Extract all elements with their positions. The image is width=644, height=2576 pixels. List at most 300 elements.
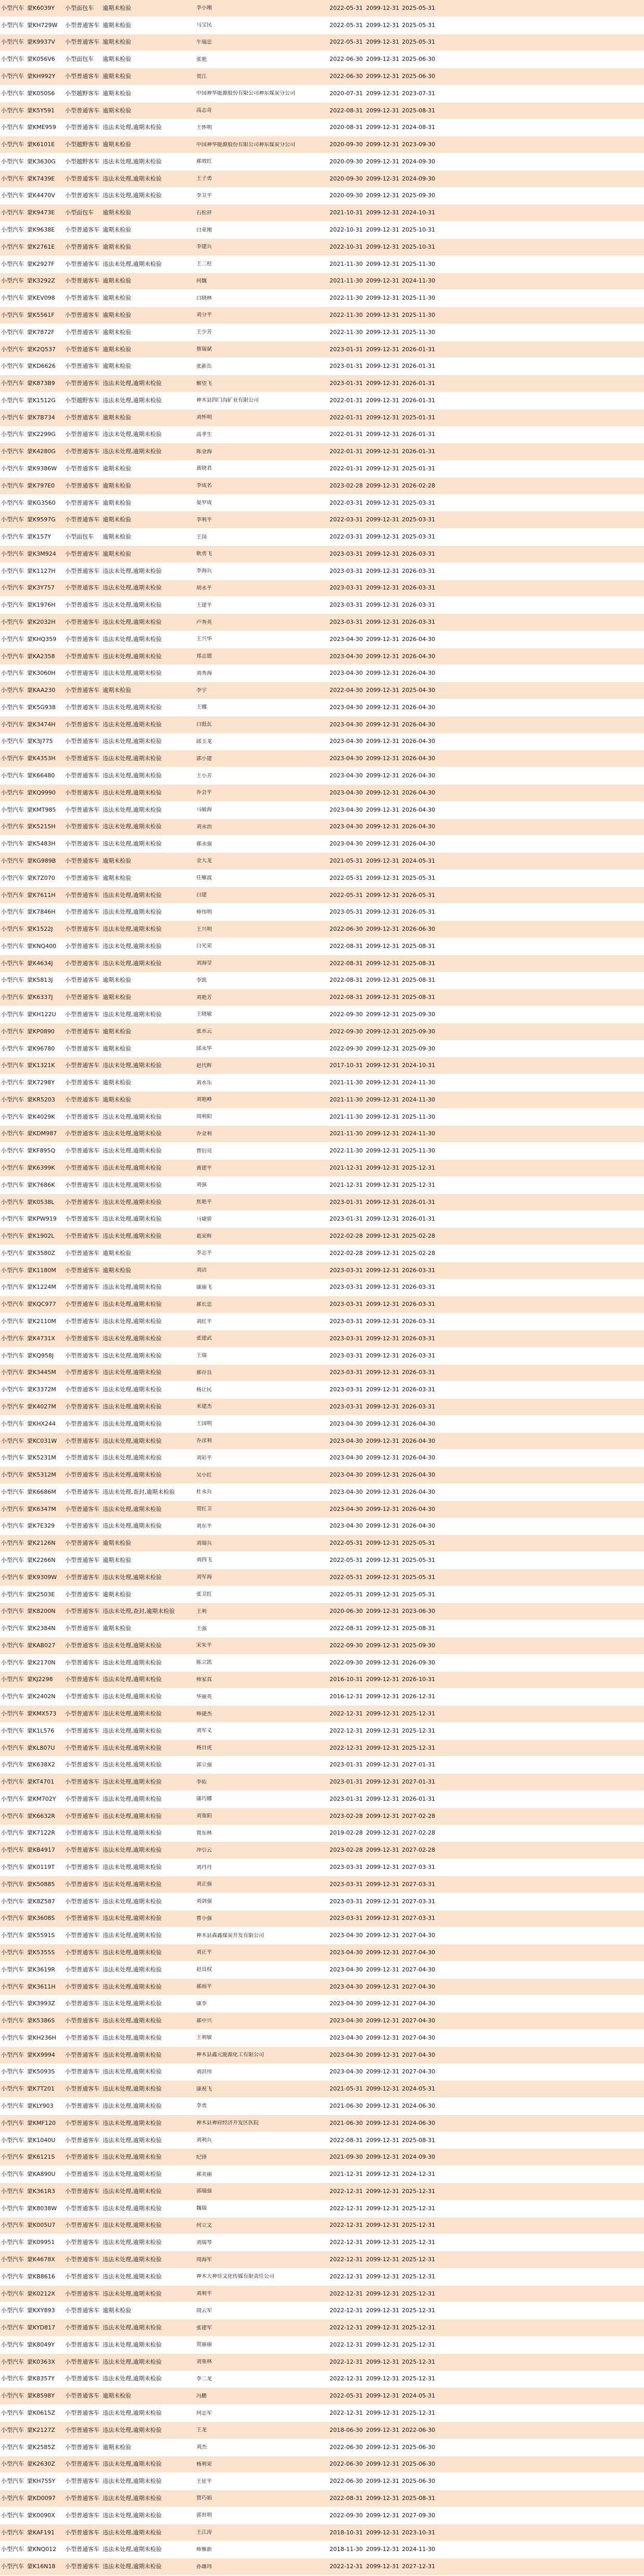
table-cell-model: 小型普通客车 — [65, 1062, 99, 1069]
table-cell-type: 小型汽车 — [1, 670, 24, 677]
table-row — [0, 188, 644, 205]
table-cell-contact: 米建杰 — [196, 1404, 212, 1410]
table-cell-status: 违法未处理,逾期未检验 — [103, 1727, 162, 1734]
table-cell-plate: 蒙KYD817 — [27, 2324, 56, 2331]
table-row — [0, 136, 644, 153]
table-cell-model: 小型普通客车 — [65, 584, 99, 592]
table-cell-contact: 张卫红 — [196, 1592, 212, 1598]
table-cell-plate: 蒙KA890U — [27, 2171, 56, 2178]
table-cell-valid-until: 2099-12-31 — [366, 1778, 399, 1786]
table-cell-type: 小型汽车 — [1, 823, 24, 830]
table-cell-plate: 蒙KEV098 — [27, 294, 55, 302]
table-row — [0, 2218, 644, 2235]
table-cell-model: 小型普通客车 — [65, 39, 99, 46]
table-cell-status: 违法未处理,逾期未检验 — [103, 1010, 162, 1018]
table-cell-model: 小型普通客车 — [65, 1710, 99, 1718]
table-cell-status: 违法未处理,逾期未检验 — [103, 2187, 162, 2195]
table-cell-status: 违法未处理,逾期未检验 — [103, 738, 162, 745]
table-cell-valid-until: 2099-12-31 — [366, 2017, 399, 2024]
table-cell-valid-until: 2099-12-31 — [366, 891, 399, 899]
table-cell-type: 小型汽车 — [1, 1744, 24, 1751]
table-cell-valid-until: 2099-12-31 — [366, 226, 399, 234]
table-cell-contact: 王娜 — [196, 704, 207, 711]
table-cell-type: 小型汽车 — [1, 1522, 24, 1530]
table-cell-status: 逾期未检验 — [103, 311, 131, 318]
table-cell-status: 违法未处理,逾期未检验 — [103, 1335, 162, 1342]
table-cell-valid-until: 2099-12-31 — [366, 1488, 399, 1495]
table-cell-due-date: 2025-11-30 — [402, 328, 435, 336]
table-cell-due-date: 2026-04-30 — [402, 721, 435, 728]
table-cell-check-date: 2023-03-31 — [330, 1284, 363, 1291]
table-row — [0, 2183, 644, 2200]
table-cell-due-date: 2026-04-30 — [402, 652, 435, 660]
table-cell-due-date: 2026-12-31 — [402, 1693, 435, 1700]
table-cell-due-date: 2024-06-30 — [402, 2102, 435, 2109]
table-cell-model: 小型普通客车 — [65, 1249, 99, 1257]
table-cell-type: 小型汽车 — [1, 124, 24, 131]
table-cell-contact: 郭瑞强 — [196, 2188, 212, 2195]
table-cell-model: 小型普通客车 — [65, 516, 99, 523]
table-cell-model: 小型普通客车 — [65, 2290, 99, 2297]
table-cell-model: 小型普通客车 — [65, 1795, 99, 1802]
table-cell-due-date: 2025-11-30 — [402, 311, 435, 318]
table-cell-check-date: 2023-04-30 — [330, 789, 363, 796]
table-cell-plate: 蒙K09951 — [27, 2239, 55, 2246]
table-cell-check-date: 2021-05-31 — [330, 2085, 363, 2093]
table-cell-type: 小型汽车 — [1, 2102, 24, 2109]
table-cell-model: 小型越野客车 — [65, 141, 99, 148]
table-cell-type: 小型汽车 — [1, 1045, 24, 1052]
table-cell-due-date: 2025-06-30 — [402, 56, 435, 63]
table-cell-model: 小型普通客车 — [65, 874, 99, 881]
table-cell-due-date: 2027-04-30 — [402, 2017, 435, 2024]
table-cell-plate: 蒙K6337J — [27, 994, 53, 1001]
table-cell-plate: 蒙K5Y591 — [27, 107, 55, 114]
table-row — [0, 1501, 644, 1518]
table-cell-due-date: 2026-04-30 — [402, 1505, 435, 1513]
table-cell-due-date: 2026-04-30 — [402, 1471, 435, 1479]
table-cell-model: 小型普通客车 — [65, 328, 99, 336]
table-cell-contact: 刘永治 — [196, 824, 212, 830]
table-cell-plate: 蒙K1522J — [27, 926, 53, 933]
table-cell-status: 逾期未检验 — [103, 1249, 131, 1257]
table-row — [0, 1944, 644, 1962]
table-cell-type: 小型汽车 — [1, 533, 24, 541]
table-cell-contact: 王利敏 — [196, 2035, 212, 2041]
table-cell-type: 小型汽车 — [1, 1113, 24, 1120]
table-cell-status: 逾期未检验 — [103, 533, 131, 541]
table-row — [0, 511, 644, 529]
table-cell-check-date: 2022-12-31 — [330, 2358, 363, 2365]
table-cell-check-date: 2022-04-30 — [330, 687, 363, 694]
table-cell-plate: 蒙K7B734 — [27, 414, 55, 421]
table-cell-status: 违法未处理,逾期未检验 — [103, 1113, 162, 1120]
table-cell-valid-until: 2099-12-31 — [366, 2222, 399, 2229]
table-row — [0, 68, 644, 85]
table-cell-check-date: 2022-09-30 — [330, 1659, 363, 1666]
table-cell-contact: 李海兵 — [196, 568, 212, 574]
table-cell-plate: 蒙KH236H — [27, 2034, 56, 2041]
table-cell-due-date: 2025-05-31 — [402, 1573, 435, 1581]
table-cell-check-date: 2021-11-30 — [330, 1079, 363, 1086]
table-cell-check-date: 2022-12-31 — [330, 2341, 363, 2348]
table-cell-valid-until: 2099-12-31 — [366, 1795, 399, 1802]
table-cell-model: 小型普通客车 — [65, 2085, 99, 2093]
table-cell-due-date: 2025-02-28 — [402, 1233, 435, 1240]
table-cell-plate: 蒙K9937V — [27, 39, 55, 46]
table-cell-due-date: 2026-04-30 — [402, 806, 435, 813]
table-cell-check-date: 2022-12-31 — [330, 1744, 363, 1751]
table-cell-type: 小型汽车 — [1, 2460, 24, 2468]
table-cell-status: 违法未处理,逾期未检验 — [103, 1761, 162, 1768]
table-cell-check-date: 2022-01-31 — [330, 465, 363, 472]
table-cell-contact: 贾巧娟 — [196, 2495, 212, 2502]
table-cell-due-date: 2025-05-31 — [402, 39, 435, 46]
table-cell-model: 小型普通客车 — [65, 465, 99, 472]
table-cell-valid-until: 2099-12-31 — [366, 1540, 399, 1547]
table-cell-contact: 牛瑞忠 — [196, 39, 212, 45]
table-cell-check-date: 2022-12-31 — [330, 2205, 363, 2212]
table-cell-check-date: 2022-12-31 — [330, 2410, 363, 2417]
table-cell-status: 逾期未检验 — [103, 516, 131, 523]
table-cell-plate: 蒙K7611H — [27, 891, 56, 899]
table-cell-valid-until: 2099-12-31 — [366, 260, 399, 267]
table-cell-status: 违法未处理,逾期未检验 — [103, 721, 162, 728]
table-cell-plate: 蒙K2032H — [27, 619, 56, 626]
table-cell-check-date: 2023-04-30 — [330, 635, 363, 643]
table-cell-due-date: 2026-01-31 — [402, 396, 435, 404]
table-cell-valid-until: 2099-12-31 — [366, 533, 399, 541]
table-cell-due-date: 2023-09-30 — [402, 141, 435, 148]
table-cell-status: 违法未处理,查封,逾期未检验 — [103, 1608, 175, 1615]
table-cell-status: 违法未处理,逾期未检验 — [103, 584, 162, 592]
table-cell-model: 小型普通客车 — [65, 670, 99, 677]
table-cell-contact: 刘怀明 — [196, 415, 212, 421]
table-cell-valid-until: 2099-12-31 — [366, 345, 399, 353]
table-cell-check-date: 2022-05-31 — [330, 1556, 363, 1563]
table-cell-model: 小型普通客车 — [65, 1335, 99, 1342]
table-cell-status: 逾期未检验 — [103, 550, 131, 557]
table-cell-valid-until: 2099-12-31 — [366, 755, 399, 762]
table-cell-status: 违法未处理,逾期未检验 — [103, 1949, 162, 1956]
table-row — [0, 2166, 644, 2183]
table-cell-valid-until: 2099-12-31 — [366, 550, 399, 557]
table-cell-status: 违法未处理,逾期未检验 — [103, 1915, 162, 1922]
table-cell-check-date: 2023-04-30 — [330, 703, 363, 711]
table-cell-plate: 蒙KH122U — [27, 1010, 56, 1018]
table-cell-type: 小型汽车 — [1, 465, 24, 472]
table-cell-type: 小型汽车 — [1, 294, 24, 302]
table-row — [0, 204, 644, 222]
table-cell-plate: 蒙K7686K — [27, 1181, 55, 1188]
table-cell-model: 小型普通客车 — [65, 482, 99, 489]
table-cell-type: 小型汽车 — [1, 908, 24, 916]
table-cell-type: 小型汽车 — [1, 1079, 24, 1086]
table-cell-plate: 蒙K4027M — [27, 1403, 56, 1410]
table-cell-check-date: 2023-02-28 — [330, 1847, 363, 1854]
table-cell-due-date: 2024-11-30 — [402, 1079, 435, 1086]
table-cell-plate: 蒙K056V6 — [27, 56, 55, 63]
table-cell-type: 小型汽车 — [1, 21, 24, 29]
table-cell-valid-until: 2099-12-31 — [366, 806, 399, 813]
table-cell-valid-until: 2099-12-31 — [366, 1079, 399, 1086]
table-cell-due-date: 2022-06-30 — [402, 2426, 435, 2433]
table-cell-model: 小型普通客车 — [65, 619, 99, 626]
table-cell-status: 违法未处理,逾期未检验 — [103, 2358, 162, 2365]
table-cell-check-date: 2022-08-31 — [330, 1625, 363, 1632]
table-row — [0, 0, 644, 17]
table-row — [0, 1279, 644, 1297]
table-cell-status: 违法未处理,逾期未检验 — [103, 772, 162, 779]
table-cell-check-date: 2023-01-31 — [330, 1215, 363, 1223]
table-cell-status: 违法未处理,逾期未检验 — [103, 124, 162, 131]
table-cell-contact: 王子勇 — [196, 176, 212, 182]
table-cell-valid-until: 2099-12-31 — [366, 89, 399, 97]
table-cell-type: 小型汽车 — [1, 721, 24, 728]
table-cell-due-date: 2025-12-31 — [402, 2410, 435, 2417]
table-cell-plate: 蒙K16N18 — [27, 2563, 56, 2570]
table-cell-status: 违法未处理,逾期未检验 — [103, 1164, 162, 1172]
table-cell-model: 小型普通客车 — [65, 107, 99, 114]
table-cell-type: 小型汽车 — [1, 431, 24, 438]
table-cell-valid-until: 2099-12-31 — [366, 874, 399, 881]
table-row — [0, 1057, 644, 1074]
table-cell-contact: 何魏 — [196, 278, 207, 284]
table-cell-type: 小型汽车 — [1, 2426, 24, 2433]
table-cell-check-date: 2023-01-31 — [330, 1778, 363, 1786]
table-cell-type: 小型汽车 — [1, 1864, 24, 1871]
table-cell-model: 小型普通客车 — [65, 2222, 99, 2229]
table-cell-type: 小型汽车 — [1, 1710, 24, 1718]
table-cell-plate: 蒙K8200N — [27, 1608, 56, 1615]
table-row — [0, 1672, 644, 1689]
table-cell-type: 小型汽车 — [1, 2546, 24, 2553]
table-cell-contact: 邱永华 — [196, 1046, 212, 1052]
table-cell-type: 小型汽车 — [1, 2239, 24, 2246]
table-cell-plate: 蒙K9309W — [27, 1573, 57, 1581]
table-cell-contact: 解望飞 — [196, 380, 212, 387]
table-row — [0, 2149, 644, 2166]
table-cell-plate: 蒙KAA230 — [27, 687, 56, 694]
table-cell-plate: 蒙K3060H — [27, 670, 56, 677]
table-cell-plate: 蒙K3292Z — [27, 277, 55, 285]
table-cell-status: 违法未处理,逾期未检验 — [103, 1403, 162, 1410]
table-cell-type: 小型汽车 — [1, 1233, 24, 1240]
table-cell-model: 小型普通客车 — [65, 1471, 99, 1479]
table-cell-status: 违法未处理,逾期未检验 — [103, 601, 162, 609]
table-cell-due-date: 2025-01-31 — [402, 465, 435, 472]
table-cell-contact: 刘丹丹 — [196, 1864, 212, 1870]
table-row — [0, 1655, 644, 1672]
table-cell-type: 小型汽车 — [1, 2563, 24, 2570]
table-cell-contact: 刘东平 — [196, 1523, 212, 1529]
table-cell-valid-until: 2099-12-31 — [366, 2034, 399, 2041]
table-cell-contact: 耿勇飞 — [196, 551, 212, 557]
table-cell-status: 违法未处理,逾期未检验 — [103, 1898, 162, 1905]
table-cell-plate: 蒙KLY903 — [27, 2102, 54, 2109]
table-cell-due-date: 2026-03-31 — [402, 550, 435, 557]
table-cell-plate: 蒙K1180M — [27, 1266, 56, 1274]
table-cell-valid-until: 2099-12-31 — [366, 311, 399, 318]
table-cell-due-date: 2027-03-31 — [402, 1880, 435, 1888]
table-cell-plate: 蒙K8598Y — [27, 2392, 55, 2400]
table-cell-check-date: 2018-11-30 — [330, 2546, 363, 2553]
table-cell-contact: 卢秀英 — [196, 619, 212, 625]
table-cell-plate: 蒙KXY893 — [27, 2307, 55, 2314]
table-cell-plate: 蒙KNQ400 — [27, 942, 57, 950]
table-cell-contact: 高志奇 — [196, 108, 212, 114]
table-cell-contact: 刘剑强 — [196, 1899, 212, 1905]
table-cell-type: 小型汽车 — [1, 1573, 24, 1581]
table-cell-valid-until: 2099-12-31 — [366, 2205, 399, 2212]
table-cell-due-date: 2026-03-31 — [402, 1403, 435, 1410]
table-cell-model: 小型普通客车 — [65, 2307, 99, 2314]
table-row — [0, 1535, 644, 1552]
table-cell-model: 小型普通客车 — [65, 311, 99, 318]
table-cell-status: 违法未处理,逾期未检验 — [103, 1352, 162, 1359]
table-cell-check-date: 2019-02-28 — [330, 1829, 363, 1837]
table-cell-due-date: 2025-09-30 — [402, 1045, 435, 1052]
table-cell-plate: 蒙K7872F — [27, 328, 55, 336]
table-cell-type: 小型汽车 — [1, 2529, 24, 2536]
table-cell-valid-until: 2099-12-31 — [366, 840, 399, 848]
table-cell-contact: 王兴明 — [196, 926, 212, 932]
table-row — [0, 2081, 644, 2098]
table-row — [0, 1911, 644, 1928]
table-cell-check-date: 2022-06-30 — [330, 2478, 363, 2485]
table-cell-model: 小型普通客车 — [65, 1164, 99, 1172]
table-cell-plate: 蒙KG3560 — [27, 499, 56, 506]
table-cell-due-date: 2025-09-30 — [402, 192, 435, 199]
table-cell-status: 违法未处理,逾期未检验 — [103, 2068, 162, 2075]
table-cell-due-date: 2025-03-31 — [402, 499, 435, 506]
table-cell-status: 逾期未检验 — [103, 4, 131, 11]
table-cell-due-date: 2025-05-31 — [402, 1540, 435, 1547]
table-cell-contact: 王晓敏 — [196, 1011, 212, 1018]
table-cell-due-date: 2026-04-30 — [402, 1420, 435, 1427]
table-cell-valid-until: 2099-12-31 — [366, 2290, 399, 2297]
table-cell-check-date: 2022-05-31 — [330, 1591, 363, 1598]
table-row — [0, 1706, 644, 1723]
table-cell-status: 违法未处理,逾期未检验 — [103, 2324, 162, 2331]
table-cell-contact: 师雅新 — [196, 2546, 212, 2553]
table-cell-plate: 蒙K3993Z — [27, 2000, 55, 2007]
table-cell-type: 小型汽车 — [1, 2256, 24, 2263]
table-cell-check-date: 2022-05-31 — [330, 2392, 363, 2400]
table-cell-model: 小型普通客车 — [65, 1573, 99, 1581]
table-cell-type: 小型汽车 — [1, 1488, 24, 1495]
table-cell-check-date: 2023-04-30 — [330, 2000, 363, 2007]
table-cell-model: 小型普通客车 — [65, 2034, 99, 2041]
table-cell-due-date: 2025-11-30 — [402, 1113, 435, 1120]
table-cell-check-date: 2020-09-30 — [330, 175, 363, 182]
table-cell-plate: 蒙K7439E — [27, 175, 55, 182]
table-cell-check-date: 2023-04-30 — [330, 755, 363, 762]
table-cell-check-date: 2020-06-30 — [330, 1608, 363, 1615]
table-cell-plate: 蒙K5561F — [27, 311, 55, 318]
table-cell-model: 小型普通客车 — [65, 363, 99, 370]
table-cell-type: 小型汽车 — [1, 601, 24, 609]
table-cell-type: 小型汽车 — [1, 1284, 24, 1291]
table-row — [0, 2507, 644, 2524]
table-cell-type: 小型汽车 — [1, 2187, 24, 2195]
table-cell-type: 小型汽车 — [1, 703, 24, 711]
table-cell-contact: 李凯 — [196, 977, 207, 983]
table-cell-contact: 刘军义 — [196, 1728, 212, 1734]
table-cell-valid-until: 2099-12-31 — [366, 1471, 399, 1479]
table-cell-status: 逾期未检验 — [103, 2443, 131, 2451]
table-cell-plate: 蒙K2384N — [27, 1625, 56, 1632]
table-cell-contact: 白光荣 — [196, 943, 212, 950]
table-cell-contact: 杨自虎 — [196, 1745, 212, 1751]
table-cell-check-date: 2021-11-30 — [330, 1130, 363, 1137]
table-cell-status: 违法未处理,逾期未检验 — [103, 959, 162, 967]
table-cell-plate: 蒙K3580Z — [27, 1249, 55, 1257]
table-cell-plate: 蒙K2761E — [27, 243, 55, 250]
table-cell-status: 违法未处理,逾期未检验 — [103, 789, 162, 796]
table-cell-type: 小型汽车 — [1, 891, 24, 899]
table-cell-check-date: 2023-04-30 — [330, 840, 363, 848]
table-cell-check-date: 2023-03-31 — [330, 1318, 363, 1325]
table-cell-contact: 李卫平 — [196, 193, 212, 199]
table-cell-contact: 刘艳峰 — [196, 1097, 212, 1103]
table-row — [0, 836, 644, 853]
table-cell-contact: 刘红平 — [196, 1318, 212, 1325]
table-cell-valid-until: 2099-12-31 — [366, 2051, 399, 2058]
table-cell-contact: 曹小强 — [196, 1915, 212, 1921]
table-cell-plate: 蒙K3J775 — [27, 738, 53, 745]
table-cell-check-date: 2022-11-30 — [330, 328, 363, 336]
table-cell-model: 小型普通客车 — [65, 772, 99, 779]
table-cell-contact: 刘利兵 — [196, 2137, 212, 2144]
table-cell-model: 小型普通客车 — [65, 2119, 99, 2126]
table-row — [0, 239, 644, 256]
table-cell-type: 小型汽车 — [1, 1727, 24, 1734]
table-cell-type: 小型汽车 — [1, 277, 24, 285]
table-cell-model: 小型普通客车 — [65, 1949, 99, 1956]
table-cell-plate: 蒙K7298Y — [27, 1079, 55, 1086]
table-cell-contact: 刘瑞兵 — [196, 1540, 212, 1546]
table-cell-contact: 刘洪伟 — [196, 2069, 212, 2075]
table-cell-model: 小型普通客车 — [65, 2511, 99, 2519]
table-cell-status: 逾期未检验 — [103, 857, 131, 864]
table-cell-type: 小型汽车 — [1, 2136, 24, 2144]
table-cell-check-date: 2023-03-31 — [330, 619, 363, 626]
table-cell-plate: 蒙K1321K — [27, 1062, 55, 1069]
table-row — [0, 1330, 644, 1348]
table-cell-contact: 郑志德 — [196, 653, 212, 660]
table-cell-contact: 刘正强 — [196, 1881, 212, 1888]
table-cell-model: 小型普通客车 — [65, 260, 99, 267]
table-cell-status: 违法未处理,逾期未检验 — [103, 908, 162, 916]
table-cell-model: 小型普通客车 — [65, 1829, 99, 1837]
table-cell-type: 小型汽车 — [1, 1608, 24, 1615]
table-cell-type: 小型汽车 — [1, 1966, 24, 1973]
table-cell-valid-until: 2099-12-31 — [366, 2273, 399, 2280]
table-cell-due-date: 2026-03-31 — [402, 1335, 435, 1342]
table-cell-check-date: 2022-08-31 — [330, 959, 363, 967]
table-cell-model: 小型普通客车 — [65, 2205, 99, 2212]
table-cell-model: 小型普通客车 — [65, 1915, 99, 1922]
table-row — [0, 1962, 644, 1979]
table-cell-model: 小型普通客车 — [65, 2460, 99, 2468]
table-cell-model: 小型面包车 — [65, 533, 94, 541]
table-cell-check-date: 2022-05-31 — [330, 1540, 363, 1547]
table-cell-status: 违法未处理,逾期未检验 — [103, 431, 162, 438]
table-cell-check-date: 2022-01-31 — [330, 431, 363, 438]
table-row — [0, 51, 644, 68]
table-cell-check-date: 2023-03-31 — [330, 1898, 363, 1905]
